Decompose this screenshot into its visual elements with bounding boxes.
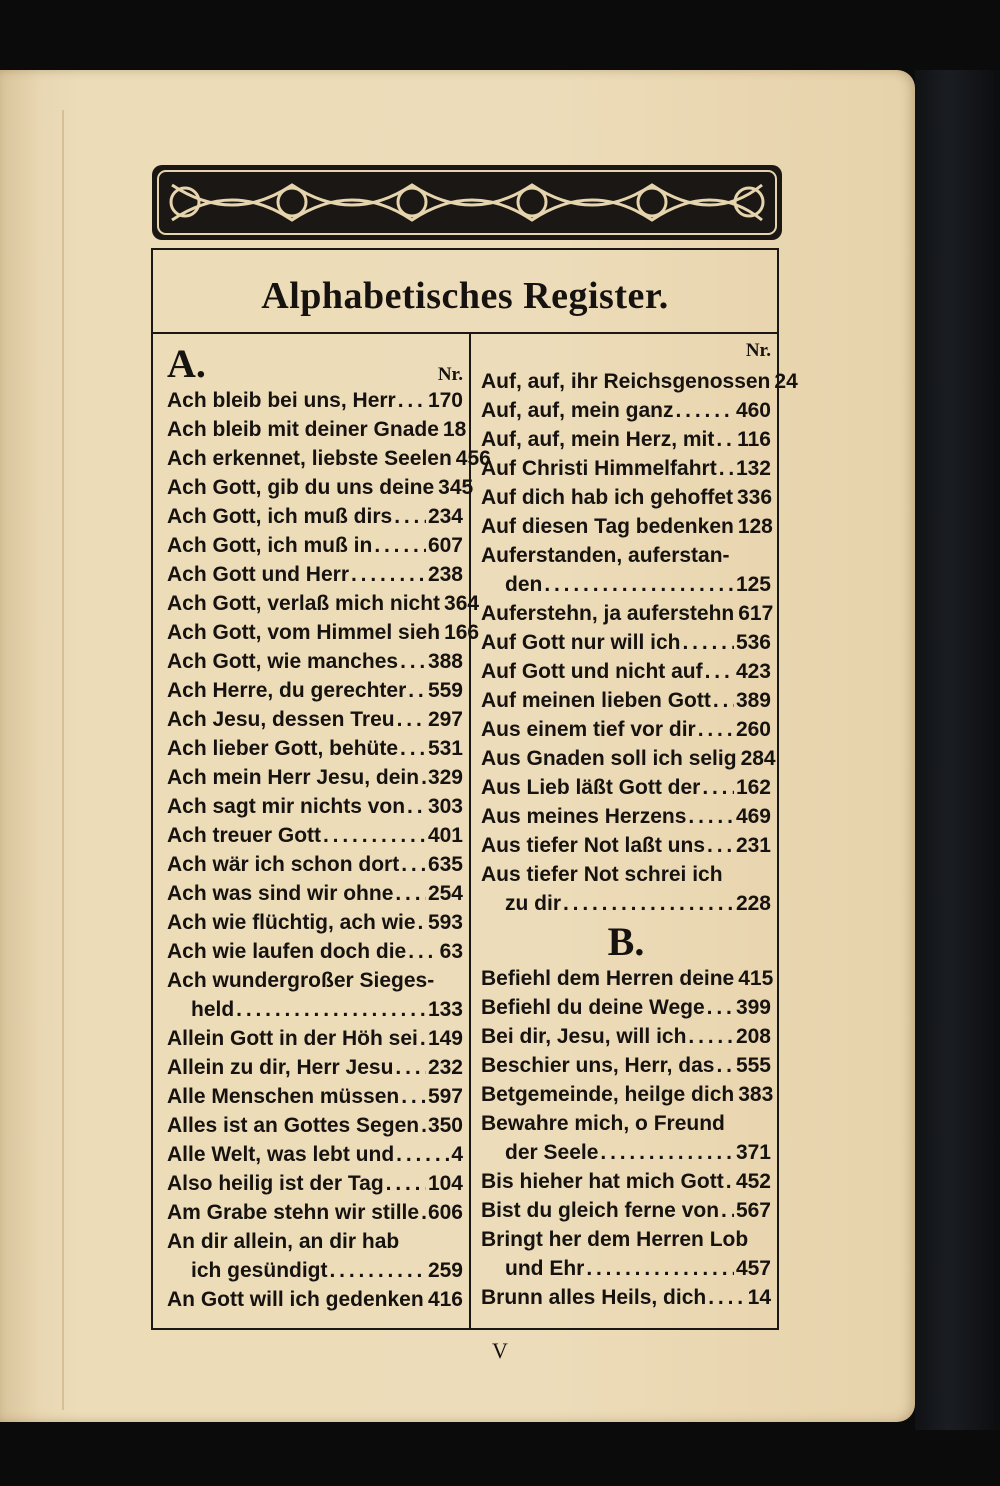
- entry-title: Aus tiefer Not laßt uns: [481, 834, 706, 857]
- entry-title: Auf Gott nur will ich: [481, 631, 681, 654]
- register-entry: [167, 908, 463, 937]
- register-entry: [481, 1138, 771, 1167]
- entry-number: 371: [735, 1141, 771, 1164]
- entry-title: Auferstehn, ja auferstehn: [481, 602, 735, 625]
- entry-number: 125: [735, 573, 771, 596]
- entry-number: 132: [735, 457, 771, 480]
- entry-title: Auf, auf, ihr Reichsgenossen: [481, 370, 771, 393]
- entry-number: 460: [735, 399, 771, 422]
- entry-number: 567: [735, 1199, 771, 1222]
- entry-title: Ach Jesu, dessen Treu: [167, 708, 395, 731]
- entry-title: Allein zu dir, Herr Jesu: [167, 1056, 394, 1079]
- entry-title: Aus Lieb läßt Gott der: [481, 776, 701, 799]
- entry-number: 18: [442, 418, 467, 441]
- register-entry: [167, 618, 480, 647]
- entry-title: Ach treuer Gott: [167, 824, 322, 847]
- dot-leader: [708, 1283, 745, 1312]
- register-entry: [167, 647, 463, 676]
- register-entry: [481, 483, 771, 512]
- entry-title: Ach wundergroßer Sieges-: [167, 969, 435, 992]
- entry-number: 149: [427, 1027, 463, 1050]
- dot-leader: [688, 1022, 734, 1051]
- entry-title: zu dir: [505, 892, 561, 915]
- dot-leader: [386, 1169, 426, 1198]
- entry-number: 232: [427, 1056, 463, 1079]
- register-entry: [167, 1227, 463, 1256]
- register-entry: [481, 715, 771, 744]
- dot-leader: [682, 628, 733, 657]
- entry-number: 104: [427, 1172, 463, 1195]
- dot-leader: [401, 850, 426, 879]
- dot-leader: [398, 386, 426, 415]
- register-entry: [167, 1256, 463, 1285]
- register-entry: [167, 560, 463, 589]
- register-entry: [481, 1051, 771, 1080]
- entry-title: Brunn alles Heils, dich: [481, 1286, 707, 1309]
- dot-leader: [676, 396, 734, 425]
- entry-title: Auf Christi Himmelfahrt: [481, 457, 717, 480]
- register-entry: [481, 686, 771, 715]
- book-cover-edge: [915, 70, 1000, 1430]
- register-entry: [167, 821, 463, 850]
- register-entry: [481, 599, 774, 628]
- entry-title: Ach wie flüchtig, ach wie: [167, 911, 416, 934]
- entry-number: 116: [737, 428, 771, 451]
- register-entry: [167, 1111, 463, 1140]
- entry-number: 4: [451, 1143, 463, 1166]
- entry-number: 260: [735, 718, 771, 741]
- entry-title: Ach sagt mir nichts von: [167, 795, 406, 818]
- register-entry: [481, 1225, 771, 1254]
- entry-number: 303: [427, 795, 463, 818]
- entry-number: 456: [455, 447, 491, 470]
- register-entry: [167, 1285, 463, 1314]
- register-entry: [481, 993, 771, 1022]
- entry-number: 128: [737, 515, 773, 538]
- entry-number: 635: [427, 853, 463, 876]
- entry-number: 14: [747, 1286, 771, 1309]
- register-entry: [167, 705, 463, 734]
- entry-number: 617: [738, 602, 774, 625]
- register-entry: [481, 1109, 771, 1138]
- dot-leader: [698, 715, 734, 744]
- register-entry: [167, 415, 467, 444]
- entry-title: Ach bleib bei uns, Herr: [167, 389, 396, 412]
- entry-number: 336: [737, 486, 773, 509]
- register-entry: [481, 1254, 771, 1283]
- dot-leader: [400, 647, 426, 676]
- entry-title: Auf, auf, mein Herz, mit: [481, 428, 715, 451]
- dot-leader: [707, 993, 734, 1022]
- entry-title: Allein Gott in der Höh sei: [167, 1027, 418, 1050]
- entry-number: 593: [427, 911, 463, 934]
- register-entry: [167, 386, 463, 415]
- dot-leader: [418, 908, 426, 937]
- register-entry: [481, 396, 771, 425]
- dot-leader: [395, 879, 426, 908]
- entry-number: 238: [427, 563, 463, 586]
- entry-title: Bei dir, Jesu, will ich: [481, 1025, 687, 1048]
- entry-title: Alle Menschen müssen: [167, 1085, 400, 1108]
- entry-number: 597: [427, 1085, 463, 1108]
- register-entry: [167, 1198, 463, 1227]
- register-entry: [167, 473, 474, 502]
- entry-title: Ach Gott, gib du uns deine: [167, 476, 435, 499]
- dot-leader: [400, 734, 426, 763]
- entry-title: der Seele: [505, 1141, 599, 1164]
- register-entry: [167, 966, 463, 995]
- entry-title: Auf dich hab ich gehoffet: [481, 486, 733, 509]
- dot-leader: [563, 889, 734, 918]
- entry-number: 259: [427, 1259, 463, 1282]
- title-divider: [153, 332, 777, 334]
- register-entry: [481, 802, 771, 831]
- dot-leader: [408, 676, 426, 705]
- dot-leader: [719, 454, 734, 483]
- register-entry: [481, 1022, 771, 1051]
- dot-leader: [716, 425, 735, 454]
- dot-leader: [374, 531, 426, 560]
- entry-title: Betgemeinde, heilge dich: [481, 1083, 735, 1106]
- entry-number: 170: [427, 389, 463, 412]
- entry-title: Alle Welt, was lebt und: [167, 1143, 395, 1166]
- dot-leader: [716, 1051, 734, 1080]
- entry-list-a-right: [481, 367, 798, 918]
- register-entry: [167, 792, 463, 821]
- entry-title: den: [505, 573, 543, 596]
- section-header-a: [167, 340, 463, 386]
- entry-title: Ach Gott, verlaß mich nicht: [167, 592, 441, 615]
- page-number: V: [492, 1338, 508, 1363]
- dot-leader: [330, 1256, 426, 1285]
- register-entry: [167, 1024, 463, 1053]
- register-entry: [167, 589, 480, 618]
- register-entry: [167, 850, 463, 879]
- entry-title: Ach Gott, ich muß in: [167, 534, 373, 557]
- entry-title: Alles ist an Gottes Segen: [167, 1114, 420, 1137]
- register-entry: [167, 763, 463, 792]
- entry-list-a-left: [167, 386, 491, 1314]
- register-entry: [167, 879, 463, 908]
- entry-title: Ach Gott, ich muß dirs: [167, 505, 393, 528]
- entry-title: Ach wär ich schon dort: [167, 853, 400, 876]
- dot-leader: [421, 1111, 426, 1140]
- dot-leader: [351, 560, 426, 589]
- dot-leader: [544, 570, 734, 599]
- entry-number: 415: [738, 967, 774, 990]
- entry-title: Befiehl du deine Wege: [481, 996, 705, 1019]
- entry-number: 364: [444, 592, 480, 615]
- dot-leader: [397, 705, 426, 734]
- entry-number: 416: [427, 1288, 463, 1311]
- register-entry: [481, 964, 774, 993]
- dot-leader: [323, 821, 426, 850]
- entry-number: 469: [735, 805, 771, 828]
- register-entry: [481, 367, 798, 396]
- register-entry: [481, 425, 771, 454]
- entry-title: Ach Gott und Herr: [167, 563, 349, 586]
- entry-title: Ach wie laufen doch die: [167, 940, 407, 963]
- entry-number: 457: [735, 1257, 771, 1280]
- dot-leader: [702, 773, 734, 802]
- entry-number: 329: [427, 766, 463, 789]
- section-letter-b: B.: [607, 919, 645, 964]
- entry-list-b: [481, 964, 774, 1312]
- entry-number: 162: [735, 776, 771, 799]
- register-frame: [151, 248, 798, 1330]
- entry-title: Ach was sind wir ohne: [167, 882, 394, 905]
- right-column: [481, 340, 798, 1312]
- entry-title: Beschier uns, Herr, das: [481, 1054, 715, 1077]
- entry-title: Befiehl dem Herren deine: [481, 967, 735, 990]
- dot-leader: [394, 502, 426, 531]
- register-entry: [167, 502, 463, 531]
- entry-title: Also heilig ist der Tag: [167, 1172, 384, 1195]
- nr-label: Nr.: [437, 364, 463, 385]
- nr-label: Nr.: [745, 340, 771, 361]
- entry-number: 231: [735, 834, 771, 857]
- entry-number: 284: [740, 747, 776, 770]
- entry-title: Aus einem tief vor dir: [481, 718, 696, 741]
- entry-number: 536: [735, 631, 771, 654]
- register-entry: [481, 1283, 771, 1312]
- register-entry: [167, 1140, 463, 1169]
- entry-title: Ach erkennet, liebste Seelen: [167, 447, 452, 470]
- entry-number: 24: [774, 370, 798, 393]
- register-entry: [167, 676, 463, 705]
- entry-title: Ach lieber Gott, behüte: [167, 737, 399, 760]
- dot-leader: [408, 937, 437, 966]
- entry-number: 208: [735, 1025, 771, 1048]
- entry-number: 254: [427, 882, 463, 905]
- entry-title: Auf diesen Tag bedenken: [481, 515, 734, 538]
- entry-title: Bringt her dem Herren Lob: [481, 1228, 749, 1251]
- dot-leader: [236, 995, 426, 1024]
- register-entry: [481, 1196, 771, 1225]
- entry-number: 555: [735, 1054, 771, 1077]
- register-entry: [481, 1080, 774, 1109]
- dot-leader: [421, 1198, 426, 1227]
- entry-number: 63: [439, 940, 463, 963]
- entry-number: 606: [427, 1201, 463, 1224]
- entry-number: 234: [427, 505, 463, 528]
- dot-leader: [726, 1167, 734, 1196]
- entry-title: Aus Gnaden soll ich selig: [481, 747, 737, 770]
- section-header-b: [481, 918, 771, 964]
- dot-leader: [421, 763, 426, 792]
- register-entry: [481, 744, 776, 773]
- register-entry: [167, 1082, 463, 1111]
- entry-title: Auferstanden, auferstan-: [481, 544, 730, 567]
- register-entry: [167, 444, 491, 473]
- entry-number: 423: [735, 660, 771, 683]
- entry-title: ich gesündigt: [191, 1259, 328, 1282]
- entry-number: 452: [735, 1170, 771, 1193]
- entry-number: 133: [427, 998, 463, 1021]
- entry-title: Auf Gott und nicht auf: [481, 660, 703, 683]
- register-entry: [481, 889, 771, 918]
- dot-leader: [395, 1053, 426, 1082]
- dot-leader: [688, 802, 734, 831]
- dot-leader: [721, 1196, 734, 1225]
- entry-title: Aus tiefer Not schrei ich: [481, 863, 723, 886]
- dot-leader: [705, 657, 734, 686]
- entry-number: 531: [427, 737, 463, 760]
- register-entry: [481, 628, 771, 657]
- entry-title: Ach bleib mit deiner Gnade: [167, 418, 439, 441]
- entry-title: Aus meines Herzens: [481, 805, 687, 828]
- entry-title: Bewahre mich, o Freund: [481, 1112, 725, 1135]
- entry-number: 297: [427, 708, 463, 731]
- register-entry: [481, 512, 771, 541]
- register-entry: [481, 570, 771, 599]
- entry-title: Am Grabe stehn wir stille: [167, 1201, 420, 1224]
- entry-title: Bis hieher hat mich Gott: [481, 1170, 724, 1193]
- register-entry: [167, 1169, 463, 1198]
- register-entry: [167, 531, 463, 560]
- register-entry: [481, 657, 771, 686]
- dot-leader: [396, 1140, 449, 1169]
- dot-leader: [713, 686, 734, 715]
- register-entry: [167, 1053, 463, 1082]
- register-entry: [167, 734, 463, 763]
- celtic-knot-ornament: [152, 165, 782, 240]
- section-letter-a: A.: [167, 341, 206, 386]
- register-entry: [481, 831, 771, 860]
- entry-title: Ach Gott, vom Himmel sieh: [167, 621, 441, 644]
- entry-title: Auf meinen lieben Gott: [481, 689, 711, 712]
- dot-leader: [707, 831, 734, 860]
- entry-number: 389: [735, 689, 771, 712]
- entry-title: Ach Herre, du gerechter: [167, 679, 407, 702]
- register-entry: [481, 454, 771, 483]
- dot-leader: [586, 1254, 734, 1283]
- entry-number: 401: [427, 824, 463, 847]
- entry-number: 388: [427, 650, 463, 673]
- entry-title: Auf, auf, mein ganz: [481, 399, 674, 422]
- register-entry: [167, 995, 463, 1024]
- register-entry: [481, 1167, 771, 1196]
- entry-title: Ach Gott, wie manches: [167, 650, 399, 673]
- entry-number: 399: [735, 996, 771, 1019]
- entry-number: 383: [738, 1083, 774, 1106]
- page-title: Alphabetisches Register.: [261, 275, 669, 317]
- entry-title: Ach mein Herr Jesu, dein: [167, 766, 420, 789]
- dot-leader: [407, 792, 426, 821]
- register-entry: [167, 937, 463, 966]
- entry-title: und Ehr: [505, 1257, 585, 1280]
- entry-number: 228: [735, 892, 771, 915]
- entry-number: 607: [427, 534, 463, 557]
- register-entry: [481, 860, 771, 889]
- entry-number: 350: [427, 1114, 463, 1137]
- entry-number: 345: [438, 476, 474, 499]
- register-entry: [481, 773, 771, 802]
- register-entry: [481, 541, 771, 570]
- entry-title: Bist du gleich ferne von: [481, 1199, 720, 1222]
- entry-number: 166: [444, 621, 480, 644]
- entry-title: held: [191, 998, 235, 1021]
- dot-leader: [401, 1082, 426, 1111]
- entry-number: 559: [427, 679, 463, 702]
- dot-leader: [420, 1024, 426, 1053]
- left-column: [167, 340, 491, 1314]
- dot-leader: [600, 1138, 734, 1167]
- entry-title: An dir allein, an dir hab: [167, 1230, 400, 1253]
- entry-title: An Gott will ich gedenken: [167, 1288, 424, 1311]
